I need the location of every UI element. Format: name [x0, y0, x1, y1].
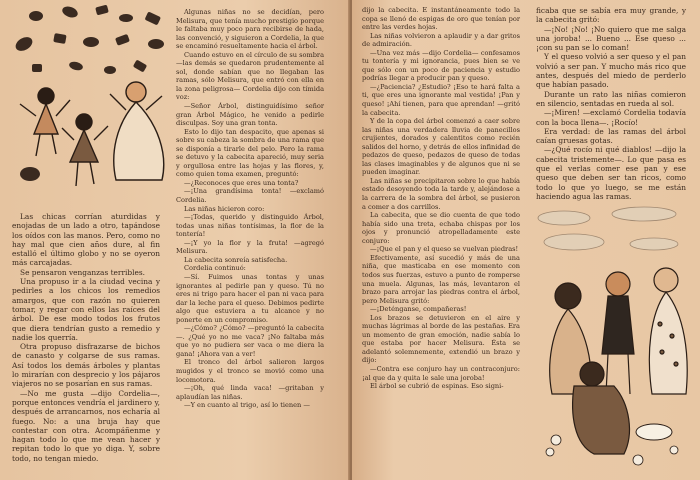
- paragraph: Y de la copa del árbol comenzó a caer sobre las niñas una verdadera lluvia de panecillos crujientes, dorados y calentitos como recién salidos del horno, y detrás de ellos infinidad de pedazos de queso, pedazos de queso de todas las clases imaginables y de algunos que ni se pueden imaginar.: [362, 117, 520, 177]
- paragraph: —Señor Árbol, distinguidísimo señor gran Árbol Mágico, he venido a pedirle disculpas. Soy una gran tonta.: [176, 102, 324, 128]
- girl-figure-c: [649, 268, 687, 394]
- girl-figure-d: [573, 362, 630, 454]
- paragraph: La cabecita, que se dio cuenta de que todo había sido una treta, echaba chispas por los ojos y pronunció atropelladamente este conjuro:: [362, 211, 520, 245]
- paragraph: —¿Qué rocío ni qué diablos! —dijo la cabecita tristemente—. Lo que pasa es que el verlas comer ese pan y ese queso que deben ser tan ricos, como todo lo que yo luego, se me están haciendo agua las ramas.: [536, 145, 686, 201]
- paragraph: —¡Que el pan y el queso se vuelvan piedras!: [370, 245, 519, 254]
- paragraph: La cabecita sonreía satisfecha.: [184, 255, 288, 264]
- paragraph: —¿Paciencia? ¿Estudio? ¡Eso te hará falta a ti, que eres una ignorante mal vestida! ¡Pan y queso! ¡Ahí tienen, para que aprendan! —gritó la cabecita.: [362, 82, 520, 117]
- paragraph: Las chicas corrían aturdidas y enojadas de un lado a otro, tapándose los oídos con las manos. Pero, como no hay mal que cien años dure, al fin estalló el último globo y no se oyeron más carcajadas.: [12, 212, 160, 268]
- paragraph: El tronco del árbol salieron largos mugidos y el tronco se movió como una locomotora.: [176, 358, 324, 384]
- right-page: [352, 0, 700, 480]
- paragraph: —Sí. Fuimos unas tontas y unas ignorantes al pedirle pan y queso. Tú no eres ni trigo para hacer el pan ni vaca para dar la leche para el queso. Debimos pedirte algo que estuviera a tu alcance y no ponerte en un compromiso.: [176, 272, 324, 324]
- paragraph: —¡Deténganse, compañeras!: [370, 305, 467, 314]
- paragraph: dijo la cabecita. E instantáneamente todo la copa se llenó de espigas de oro que tenían por entre las verdes hojas.: [362, 6, 520, 32]
- paragraph: Otra propuso disfrazarse de bichos de canasto y colgarse de sus ramas. Así todos los demás árboles y plantas lo mirarían con desprecio y los pájaros viajeros no se posarían en sus ramas.: [12, 342, 160, 389]
- paragraph: Algunas niñas no se decidían, pero Melisura, que tenía mucho prestigio porque le faltaba muy poco para recibirse de hada, las convenció, y siguieron a Cordelia, la que se encaminó resueltamente hacia el árbol.: [176, 8, 324, 51]
- paragraph: —¿Cómo? ¿Cómo? —preguntó la cabecita—. ¿Qué yo no me vaca? ¡No faltaba más que yo no pudiera ser vaca o me diera la gana! ¡Ahora van a ver!: [176, 324, 324, 358]
- paragraph: Las niñas se precipitaron sobre lo que había estado desoyendo toda la tarde y, alejándose a la carrera de la sombra del árbol, se pusieron a comer a dos carrillos.: [362, 176, 520, 211]
- paragraph: Cordelia continuó:: [184, 264, 246, 273]
- paragraph: Las niñas volvieron a aplaudir y a dar gritos de admiración.: [362, 31, 520, 49]
- paragraph: —Una vez más —dijo Cordelia— confesamos tu tontería y mi ignorancia, pues bien se ve que sólo con un poco de paciencia y estudio podrías llegar a producir pan y queso.: [362, 48, 520, 83]
- paragraph: El árbol se cubrió de espinas. Eso signi-: [370, 382, 504, 391]
- left-page-column-1: [12, 212, 160, 463]
- paragraph: Era verdad: de las ramas del árbol caían gruesas gotas.: [536, 126, 686, 146]
- right-page-column-2: [536, 6, 686, 201]
- paragraph: —¡No! ¡No! ¡No quiero que me salga una joroba! ... Bueno ... Ese queso ... ¡con su pan se lo coman!: [536, 24, 686, 53]
- girl-figure-3: [110, 82, 164, 180]
- girl-figure-2: [62, 114, 108, 186]
- paragraph: Las niñas hicieron coro:: [184, 204, 265, 213]
- paragraph: Se pensaron venganzas terribles.: [20, 267, 145, 277]
- paragraph: —No me gusta —dijo Cordelia—, porque entonces vendría el jardinero y, después de arrancarnos, nos echaría al fuego. No: a una bruja hay que contestar con otra. Acompáñenme y hagan todo lo que me vean hacer y repitan todo lo que yo diga. Y, sobre todo, no tengan miedo.: [12, 388, 160, 463]
- illustration-falling-bread: [6, 4, 178, 204]
- paragraph: ficaba que se sabía era muy grande, y la cabecita gritó:: [536, 6, 686, 25]
- paragraph: —¡Y yo la flor y la fruta! —agregó Melisura.: [176, 238, 324, 256]
- paragraph: —¡Miren! —exclamó Cordelia todavía con la boca llena—. ¡Rocío!: [536, 108, 686, 127]
- paragraph: Durante un rato las niñas comieron en silencio, sentadas en rueda al sol.: [536, 89, 686, 108]
- girl-figure-b: [602, 272, 634, 394]
- illustration-girls-eating: [534, 204, 694, 474]
- paragraph: Esto lo dijo tan despacito, que apenas si sobre su cabeza la sombra de una rama que se disponía a tirarle del pelo. Pero la rama se detuvo y la cabecita apareció, muy seria y orgullosa entre las hojas y las flores, y, como quien toma examen, preguntó:: [176, 127, 324, 179]
- paragraph: Efectivamente, así sucedió y más de una niña, que masticaba en ese momento con todos sus fuerzas, estuvo a punto de romperse una muela. Algunas, las más, levantaron el brazo para arrojar las piedras contra el árbol, pero Melisura gritó:: [362, 253, 520, 305]
- paragraph: Y el queso volvió a ser queso y el pan volvió a ser pan. Y mucho más rico que antes, después del miedo de perderlo que habían pasado.: [536, 52, 686, 90]
- paragraph: Cuando estuvo en el círculo de su sombra —las demás se quedaron prudentemente al sol, donde sabían que no llegaban las ramas, sólo Melisura, que entró con ella en la zona peligrosa— Cordelia dijo con tímida voz:: [176, 50, 325, 102]
- paragraph: —¡Todas, querido y distinguido Árbol, todas unas niñas tontísimas, la flor de la tontería!: [176, 213, 324, 239]
- left-page-column-2: [176, 8, 324, 410]
- paragraph: —¿Reconoces que eres una tonta?: [184, 178, 299, 187]
- right-page-column-1: [362, 6, 520, 391]
- paragraph: —Y en cuanto al trigo, así lo tienen —: [184, 401, 310, 410]
- paragraph: Una propuso ir a la ciudad vecina y pedirles a los chicos los remedios amargos, que con razón no quieren tomar, y regar con ellos las raíces del árbol. De ese modo todos los frutos que diera tendrían gusto a remedio y nadie los querría.: [12, 277, 160, 342]
- girl-figure-1: [20, 88, 70, 156]
- paragraph: Los brazos se detuvieron en el aire y muchas lágrimas al borde de las pestañas. Era un momento de gran emoción, nadie sabía lo que estaba por hacer Melisura. Ésta se adelantó solemnemente, extendió un brazo y dijo:: [362, 313, 520, 365]
- paragraph: —Contra ese conjuro hay un contraconjuro: ¡al que da y quita le sale una joroba!: [362, 364, 520, 382]
- paragraph: —¡Una grandísima tonta! —exclamó Cordelia.: [176, 187, 324, 205]
- paragraph: —¡Oh, qué linda vaca! —gritaban y aplaudían las niñas.: [176, 384, 324, 401]
